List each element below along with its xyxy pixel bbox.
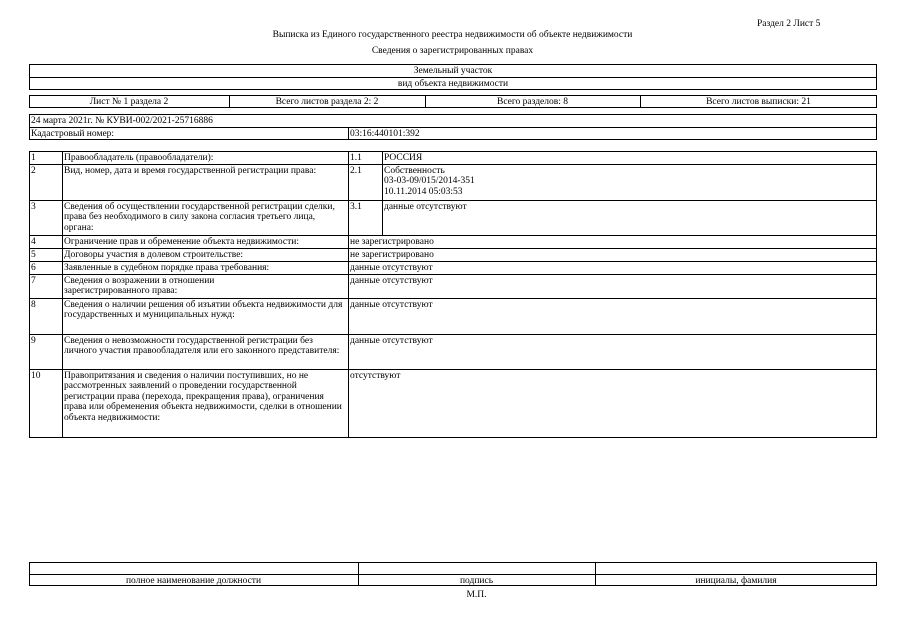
row-label: Сведения о возражении в отношении зарегистрированного права: [64, 276, 215, 297]
row-value: данные отсутствуют [350, 336, 433, 346]
row-number: 9 [31, 336, 36, 346]
row-value: не зарегистрировано [350, 237, 434, 247]
signature-name-caption: инициалы, фамилия [695, 576, 777, 586]
row-number: 7 [31, 276, 36, 286]
row-label: Вид, номер, дата и время государственной регистрации права: [64, 166, 317, 176]
sheets-total-section: Всего листов раздела 2: 2 [275, 97, 379, 107]
stamp-place: М.П. [466, 590, 487, 600]
cadastral-value: 03:16:440101:392 [350, 129, 420, 139]
row-number: 6 [31, 263, 36, 273]
object-type: Земельный участок [413, 66, 493, 76]
row-label: Правопритязания и сведения о наличии поступивших, но не рассмотренных заявлений о проведении государственной регистрации права (перехода, прекращения права), ограничения права или обременения объекта недвижимости, сделки в отношении объекта недвижимости: [64, 371, 342, 423]
row-label: Правообладатель (правообладатели): [64, 153, 214, 163]
row-subnumber: 2.1 [350, 166, 362, 176]
row-value: РОССИЯ [384, 153, 423, 163]
document-subtitle: Сведения о зарегистрированных правах [371, 46, 534, 56]
row-subnumber: 3.1 [350, 202, 362, 212]
row-number: 3 [31, 202, 36, 212]
row-label: Ограничение прав и обременение объекта недвижимости: [64, 237, 299, 247]
row-value: данные отсутствуют [350, 276, 433, 286]
row-label: Договоры участия в долевом строительстве: [64, 250, 244, 260]
row-number: 10 [31, 371, 41, 381]
sections-total: Всего разделов: 8 [496, 97, 568, 107]
row-subnumber: 1.1 [350, 153, 362, 163]
row-number: 2 [31, 166, 36, 176]
cadastral-label: Кадастровый номер: [31, 129, 115, 139]
signature-position-caption: полное наименование должности [125, 576, 262, 586]
row-number: 4 [31, 237, 36, 247]
sheet-number: Лист № 1 раздела 2 [89, 97, 169, 107]
row-value: данные отсутствуют [350, 300, 433, 310]
document-title: Выписка из Единого государственного реестра недвижимости об объекте недвижимости [272, 30, 633, 40]
row-label: Заявленные в судебном порядке права требования: [64, 263, 270, 273]
row-number: 1 [31, 153, 36, 163]
row-label: Сведения о невозможности государственной регистрации без личного участия правообладателя или его законного представителя: [64, 336, 340, 357]
section-sheet-label: Раздел 2 Лист 5 [757, 19, 821, 29]
row-value: данные отсутствуют [384, 202, 467, 212]
row-label: Сведения о наличии решения об изъятии объекта недвижимости для государственных и муниципальных нужд: [64, 300, 343, 321]
row-value: отсутствуют [350, 371, 401, 381]
sheets-total: Всего листов выписки: 21 [706, 97, 811, 107]
signature-sign-caption: подпись [459, 576, 494, 586]
row-value: данные отсутствуют [350, 263, 433, 273]
row-number: 8 [31, 300, 36, 310]
row-value: Собственность 03-03-09/015/2014-351 10.11.2014 05:03:53 [384, 166, 475, 197]
doc-date-number: 24 марта 2021г. № КУВИ-002/2021-25716886 [31, 116, 213, 126]
row-number: 5 [31, 250, 36, 260]
object-type-caption: вид объекта недвижимости [397, 79, 509, 89]
row-label: Сведения об осуществлении государственной регистрации сделки, права без необходимого в силу закона согласия третьего лица, органа: [64, 202, 335, 233]
row-value: не зарегистрировано [350, 250, 434, 260]
